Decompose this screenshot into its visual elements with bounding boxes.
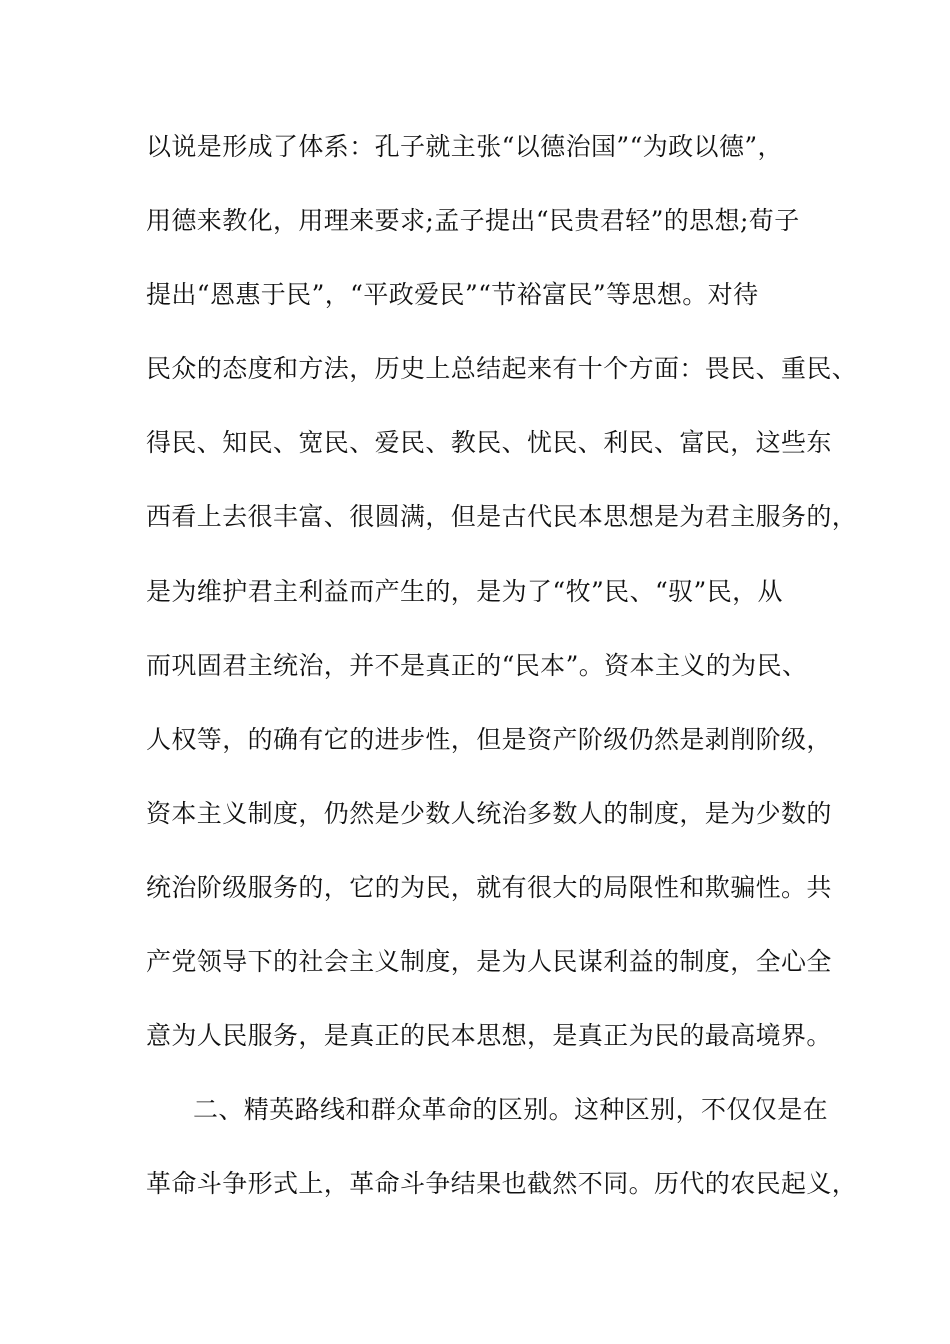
text-line: 提出“恩惠于民”，“平政爱民”“节裕富民”等思想。对待: [146, 280, 759, 310]
text-line: 意为人民服务，是真正的民本思想，是真正为民的最高境界。: [146, 1021, 832, 1051]
body-text: [146, 131, 858, 1242]
text-line: 用德来教化，用理来要求;孟子提出“民贵君轻”的思想;荀子: [146, 206, 800, 236]
text-line: 是为维护君主利益而产生的，是为了“牧”民、“驭”民，从: [146, 576, 783, 606]
text-line: 以说是形成了体系：孔子就主张“以德治国”“为政以德”，: [146, 132, 783, 161]
text-line: 人权等，的确有它的进步性，但是资产阶级仍然是剥削阶级，: [146, 724, 832, 754]
text-line: 革命斗争形式上，革命斗争结果也截然不同。历代的农民起义，: [146, 1169, 858, 1199]
text-line: 西看上去很丰富、很圆满，但是古代民本思想是为君主服务的，: [146, 502, 858, 532]
text-line: 统治阶级服务的，它的为民，就有很大的局限性和欺骗性。共: [146, 872, 832, 902]
text-line: 民众的态度和方法，历史上总结起来有十个方面：畏民、重民、: [146, 354, 858, 384]
section-heading-line: 二、精英路线和群众革命的区别。这种区别，不仅仅是在: [193, 1095, 829, 1125]
text-line: 产党领导下的社会主义制度，是为人民谋利益的制度，全心全: [146, 947, 832, 977]
text-line: 得民、知民、宽民、爱民、教民、忧民、利民、富民，这些东: [146, 428, 832, 458]
text-line: 资本主义制度，仍然是少数人统治多数人的制度，是为少数的: [146, 798, 832, 828]
text-line: 而巩固君主统治，并不是真正的“民本”。资本主义的为民、: [146, 650, 808, 680]
